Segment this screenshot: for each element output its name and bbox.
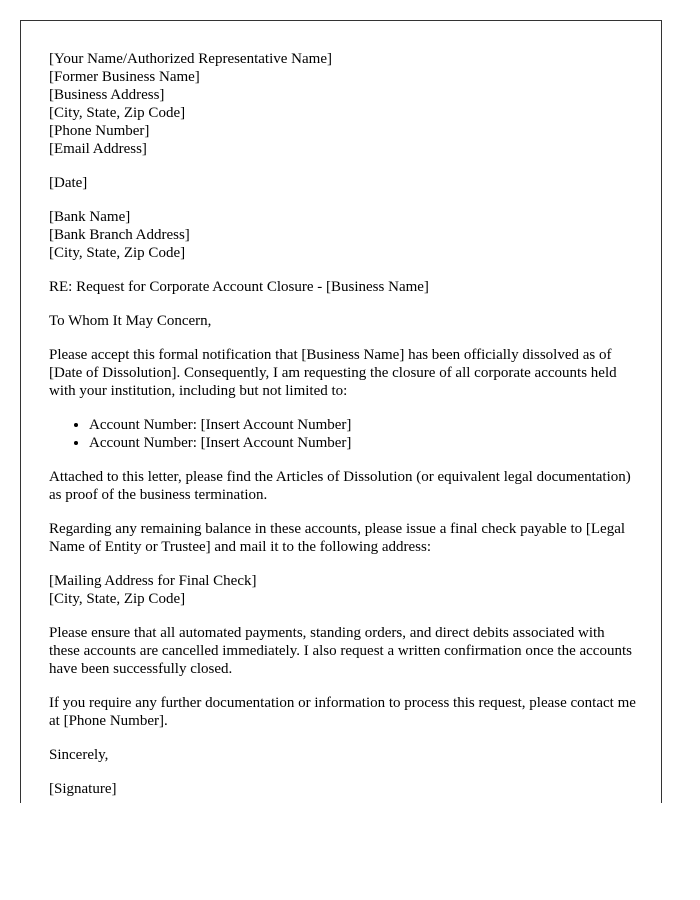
closing: Sincerely, [49,747,109,763]
bank-name: [Bank Name] [49,209,131,225]
sender-phone: [Phone Number] [49,123,150,139]
paragraph-attachment: Attached to this letter, please find the Articles of Dissolution (or equivalent legal documentation) as proof of the business termination. [49,469,631,503]
paragraph-payments: Please ensure that all automated payments, standing orders, and direct debits associated with these accounts are cancelled immediately. I also request a written confirmation once the accounts have been successfully closed. [49,625,632,677]
salutation: To Whom It May Concern, [49,313,212,329]
signature: [Signature] [49,781,117,797]
letter-page [20,20,662,803]
paragraph-contact: If you require any further documentation or information to process this request, please contact me at [Phone Number]. [49,695,636,729]
list-item: • Account Number: [Insert Account Number] [89,434,661,452]
list-item: • Account Number: [Insert Account Number] [89,416,661,434]
paragraph-notification: Please accept this formal notification that [Business Name] has been officially dissolved as of [Date of Dissolution]. Consequently, I am requesting the closure of all corporate accounts held with your institution, including but not limited to: [49,347,617,399]
mailing-address-block [49,572,639,608]
sender-email: [Email Address] [49,141,147,157]
sender-business: [Former Business Name] [49,69,200,85]
sender-name: [Your Name/Authorized Representative Name] [49,51,332,67]
bank-city: [City, State, Zip Code] [49,245,186,261]
subject-line: RE: Request for Corporate Account Closure - [Business Name] [49,279,429,295]
mailing-city: [City, State, Zip Code] [49,591,186,607]
bank-address: [Bank Branch Address] [49,227,190,243]
sender-address: [Business Address] [49,87,165,103]
date: [Date] [49,175,88,191]
sender-block [49,50,639,158]
recipient-block [49,208,639,262]
paragraph-balance: Regarding any remaining balance in these accounts, please issue a final check payable to [Legal Name of Entity or Trustee] and mail it to the following address: [49,521,626,555]
sender-city: [City, State, Zip Code] [49,105,186,121]
mailing-address: [Mailing Address for Final Check] [49,573,257,589]
account-list [49,416,661,452]
